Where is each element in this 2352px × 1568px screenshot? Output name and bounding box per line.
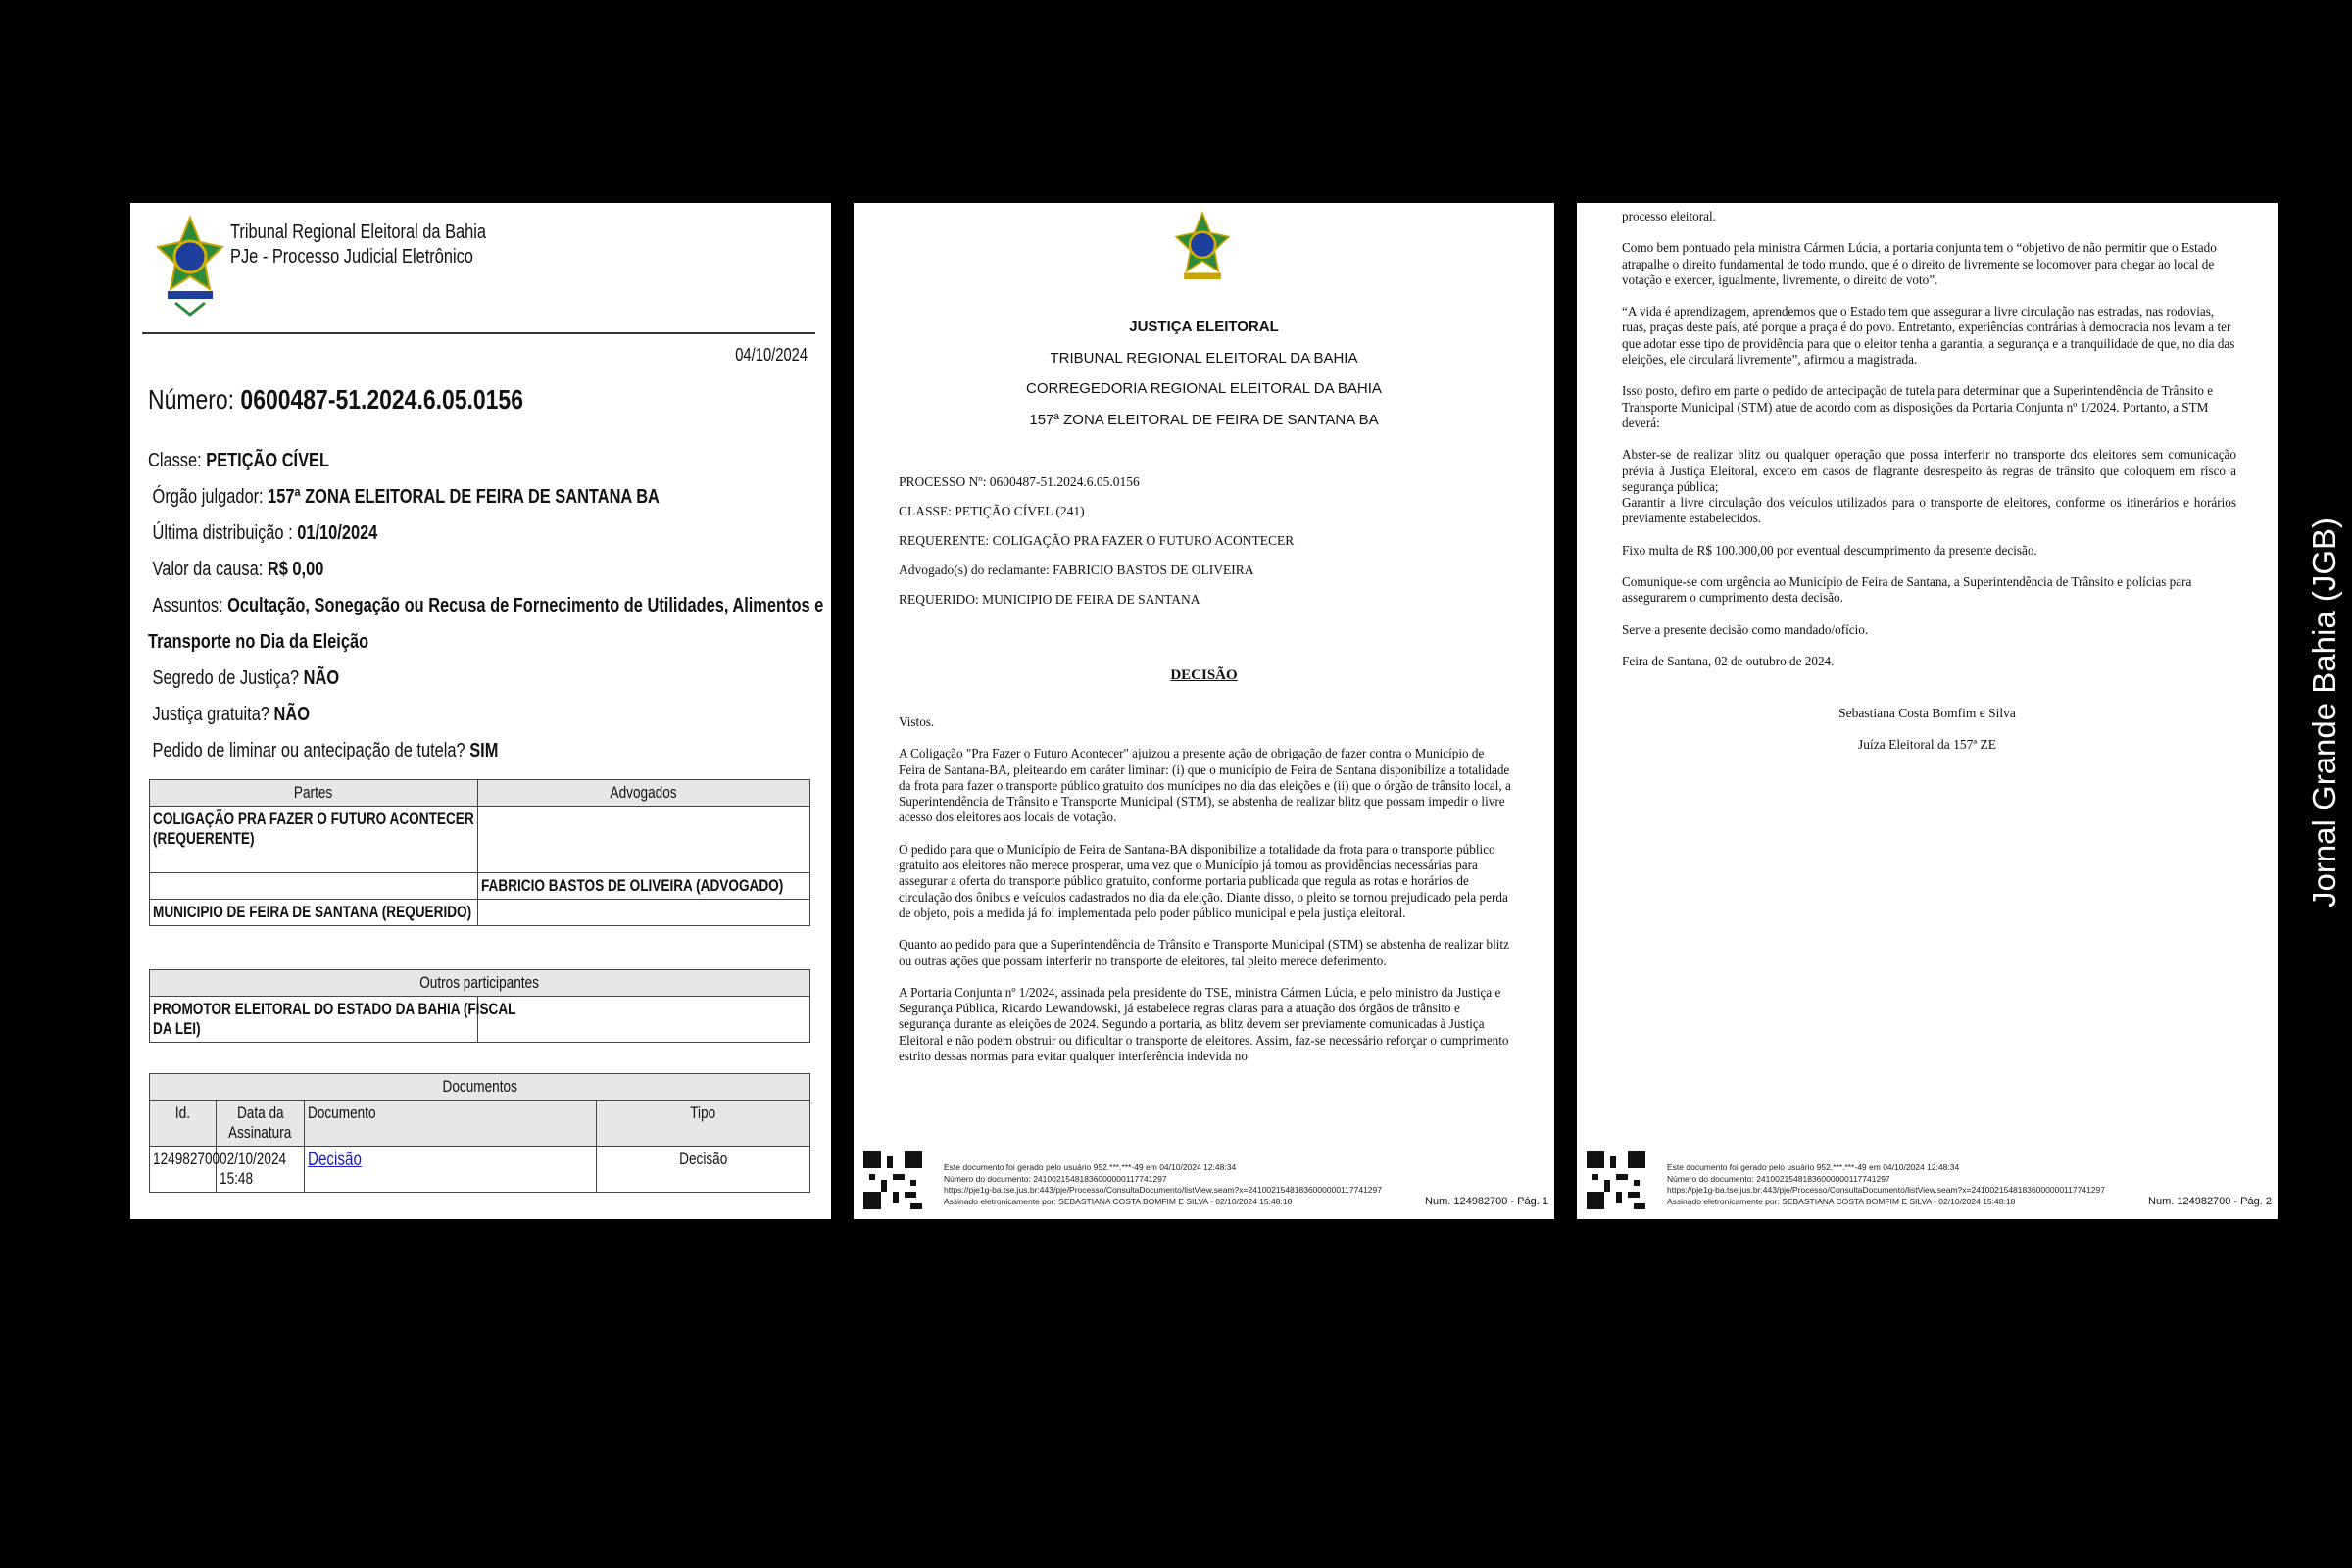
field-gratuita [148,697,823,733]
paragraph: “A vida é aprendizagem, aprendemos que o Estado tem que assegurar a livre circulação nas estradas, nas rodovias, ruas, praças deste país, até porque a praça é do povo. Entretanto, experiências contrárias à democracia nos levam a ter que adotar esse tipo de providência para que o eleitor tenha a garantia, a segurança e a tranquilidade de que, no dia das eleições, ele circulará livremente”, afirmou a magistrada. [1622,304,2235,368]
col-partes: Partes [294,783,333,802]
col-data2: Assinatura [228,1123,292,1142]
signature-footer [1587,1151,2272,1211]
footer-text [1667,1162,2105,1207]
report-date: 04/10/2024 [735,345,808,365]
footer-text [944,1162,1382,1207]
order-item: Abster-se de realizar blitz ou qualquer operação que possa interferir no transporte dos eleitores sem comunicação prévia à Justiça Eleitoral, exceto em casos de flagrante desrespeito às regras de trânsito que coloquem em risco a segurança pública; [1622,447,2236,494]
paragraph: A Portaria Conjunta nº 1/2024, assinada pela presidente do TSE, ministra Cármen Lúcia, e pelo ministro da Justiça e Segurança Pública, Ricardo Lewandowski, já estabelece regras claras para a atuação dos órgãos de trânsito e segurança durante as eleições de 2024. Segundo a portaria, as blitz devem ser previamente comunicadas à Justiça Eleitoral e não podem obstruir ou dificultar o transporte de eleitores. Assim, faz-se necessário reforçar o cumprimento estrito dessas normas para evitar qualquer interferência indevida no [899,984,1509,1064]
col-advogados: Advogados [610,783,678,802]
court-name: Tribunal Regional Eleitoral da Bahia [230,221,487,243]
generated-by: Este documento foi gerado pelo usuário 952.***.***-49 em 04/10/2024 12:48:34 [944,1162,1237,1172]
participant-name-cont: DA LEI) [153,1019,201,1038]
signed-by: Assinado eletronicamente por: SEBASTIANA COSTA BOMFIM E SILVA - 02/10/2024 15:48:18 [944,1196,1293,1206]
verification-url[interactable]: https://pje1g-ba.tse.jus.br:443/pje/Processo/ConsultaDocumento/listView.seam?x=24100215481836000000117741297 [944,1185,1382,1195]
label: Assuntos: [152,595,223,616]
value: 01/10/2024 [297,522,378,544]
page-number: Num. 124982700 - Pág. 1 [1425,1196,1548,1207]
party-role: (REQUERENTE) [153,829,255,848]
col-tipo: Tipo [690,1103,716,1122]
value: PETIÇÃO CÍVEL [206,450,330,471]
field-assuntos-cont [148,624,823,661]
meta-classe: CLASSE: PETIÇÃO CÍVEL (241) [899,504,1085,518]
signer-role: Juíza Eleitoral da 157ª ZE [1858,737,1996,752]
doc-type: Decisão [678,1150,728,1168]
generated-by: Este documento foi gerado pelo usuário 952.***.***-49 em 04/10/2024 12:48:34 [1667,1162,1960,1172]
field-distribuicao [148,515,823,552]
order-item: Garantir a livre circulação dos veículos utilizados para o transporte de eleitores, conforme os itinerários e horários previamente estabelecidos. [1622,495,2236,526]
value: R$ 0,00 [267,559,324,580]
field-assuntos [148,588,823,624]
value: Transporte no Dia da Eleição [148,631,369,653]
signature-footer [863,1151,1548,1211]
value: 157ª ZONA ELEITORAL DE FEIRA DE SANTANA BA [268,486,660,508]
decision-body [899,714,1513,1080]
col-id: Id. [174,1103,191,1122]
field-valor [148,552,823,588]
party-requerido: MUNICIPIO DE FEIRA DE SANTANA (REQUERIDO) [153,903,472,921]
case-summary-page [130,203,831,1219]
numero-value: 0600487-51.2024.6.05.0156 [240,384,523,415]
qr-code-icon [1587,1151,1645,1209]
document-number: Número do documento: 24100215481836000000117741297 [944,1173,1167,1184]
divider [142,332,815,334]
table-row [150,1147,810,1193]
doc-time: 15:48 [220,1169,254,1188]
label: Segredo de Justiça? [152,667,300,689]
paragraph: Fixo multa de R$ 100.000,00 por eventual descumprimento da presente decisão. [1622,542,2037,558]
header-justica-eleitoral: JUSTIÇA ELEITORAL [1129,318,1279,335]
paragraph: Vistos. [899,714,935,729]
meta-processo: PROCESSO Nº: 0600487-51.2024.6.05.0156 [899,474,1140,489]
meta-requerido: REQUERIDO: MUNICIPIO DE FEIRA DE SANTANA [899,592,1200,607]
document-number: Número do documento: 24100215481836000000117741297 [1667,1173,1890,1184]
decision-body-cont [1622,209,2236,685]
col-data: Data da [236,1103,284,1122]
label: Pedido de liminar ou antecipação de tutela? [152,740,466,761]
meta-advogado: Advogado(s) do reclamante: FABRICIO BASTOS DE OLIVEIRA [899,563,1254,577]
decision-title: DECISÃO [1170,667,1238,683]
value: NÃO [303,667,340,689]
label: Última distribuição : [152,522,293,544]
documents-table [149,1073,810,1193]
field-classe [148,443,823,479]
paragraph: Isso posto, defiro em parte o pedido de antecipação de tutela para determinar que a Superintendência de Trânsito e Transporte Municipal (STM) atue de acordo com as disposições da Portaria Conjunta nº 1/2024. Portanto, a STM deverá: [1622,383,2214,430]
document-link[interactable]: Decisão [308,1150,362,1170]
header-corregedoria: CORREGEDORIA REGIONAL ELEITORAL DA BAHIA [1026,380,1382,397]
case-fields [148,443,823,769]
paragraph: Quanto ao pedido para que a Superintendência de Trânsito e Transporte Municipal (STM) se abstenha de realizar blitz ou outras ações que possam interferir no transporte de eleitores, tal pleito merece deferimento. [899,937,1509,968]
field-liminar [148,733,823,769]
process-number [148,384,523,416]
page-number: Num. 124982700 - Pág. 2 [2148,1196,2272,1207]
col-documento: Documento [308,1103,376,1122]
verification-url[interactable]: https://pje1g-ba.tse.jus.br:443/pje/Processo/ConsultaDocumento/listView.seam?x=24100215481836000000117741297 [1667,1185,2105,1195]
signer-name: Sebastiana Costa Bomfim e Silva [1838,706,2016,720]
label: Órgão julgador: [152,486,264,508]
lawyer-name: FABRICIO BASTOS DE OLIVEIRA (ADVOGADO) [481,876,784,895]
qr-code-icon [863,1151,922,1209]
paragraph: A Coligação "Pra Fazer o Futuro Acontecer" ajuizou a presente ação de obrigação de fazer contra o Município de Feira de Santana-BA, pleiteando em caráter liminar: (i) que o município de Feira de Santana disponibilize a totalidade da frota para fazer o transporte público gratuito dos munícipes no dia das eleições e (ii) que o órgão de trânsito local, a Superintendência de Trânsito e Transporte Municipal (STM), se abstenha de realizar blitz que possam impedir o livre acesso dos eleitores aos locais de votação. [899,746,1511,825]
participant-name: PROMOTOR ELEITORAL DO ESTADO DA BAHIA (FISCAL [153,1000,516,1018]
system-name: PJe - Processo Judicial Eletrônico [230,246,473,268]
decision-page-1 [854,203,1554,1219]
paragraph: Comunique-se com urgência ao Município de Feira de Santana, a Superintendência de Trânsito e polícias para assegurarem o cumprimento desta decisão. [1622,574,2192,606]
field-segredo [148,661,823,697]
signed-by: Assinado eletronicamente por: SEBASTIANA COSTA BOMFIM E SILVA - 02/10/2024 15:48:18 [1667,1196,2016,1206]
parties-table [149,779,810,926]
doc-date: 02/10/2024 [220,1150,287,1168]
decision-page-2 [1577,203,2278,1219]
court-header [230,220,486,270]
label: Classe: [148,450,202,471]
party-requerente: COLIGAÇÃO PRA FAZER O FUTURO ACONTECER [153,809,474,828]
paragraph: Como bem pontuado pela ministra Cármen Lúcia, a portaria conjunta tem o “objetivo de não permitir que o Estado atrapalhe o direito fundamental de todo mundo, que é o direito de livremente se locomover para chegar ao local de votação e exercer, igualmente, livremente, o direito de voto”. [1622,240,2217,287]
doc-id: 124982700 [153,1150,220,1168]
watermark: Jornal Grande Bahia (JGB) [2306,516,2342,908]
field-orgao [148,479,823,515]
label: Valor da causa: [152,559,264,580]
meta-requerente: REQUERENTE: COLIGAÇÃO PRA FAZER O FUTURO ACONTECER [899,533,1295,548]
documents-title: Documentos [442,1077,517,1096]
other-participants-title: Outros participantes [419,973,540,992]
paragraph: processo eleitoral. [1622,209,1716,223]
value: Ocultação, Sonegação ou Recusa de Fornecimento de Utilidades, Alimentos e [227,595,824,616]
header-tribunal: TRIBUNAL REGIONAL ELEITORAL DA BAHIA [1050,350,1358,367]
header-zona: 157ª ZONA ELEITORAL DE FEIRA DE SANTANA BA [1029,412,1379,428]
label: Justiça gratuita? [152,704,270,725]
brazil-coat-of-arms-icon [1167,209,1238,297]
brazil-coat-of-arms-icon [156,213,224,320]
numero-label: Número: [148,384,235,415]
process-metadata [899,467,1294,614]
value: NÃO [273,704,310,725]
place-date: Feira de Santana, 02 de outubro de 2024. [1622,653,1835,668]
value: SIM [469,740,499,761]
other-participants-table [149,969,810,1043]
paragraph: Serve a presente decisão como mandado/ofício. [1622,621,1869,637]
paragraph: O pedido para que o Município de Feira de Santana-BA disponibilize a totalidade da frota para o transporte público gratuito aos eleitores não merece prosperar, uma vez que o Município já tomou as providências necessárias para assegurar a oferta do transporte público gratuito, conforme portaria publicada que regula as rotas e horários de circulação dos ônibus e veículos cadastrados no dia da eleição. Diante disso, o pleito se tornou prejudicado pela perda de objeto, pois a medida já foi implementada pelo poder público municipal e pela justiça eleitoral. [899,841,1508,920]
